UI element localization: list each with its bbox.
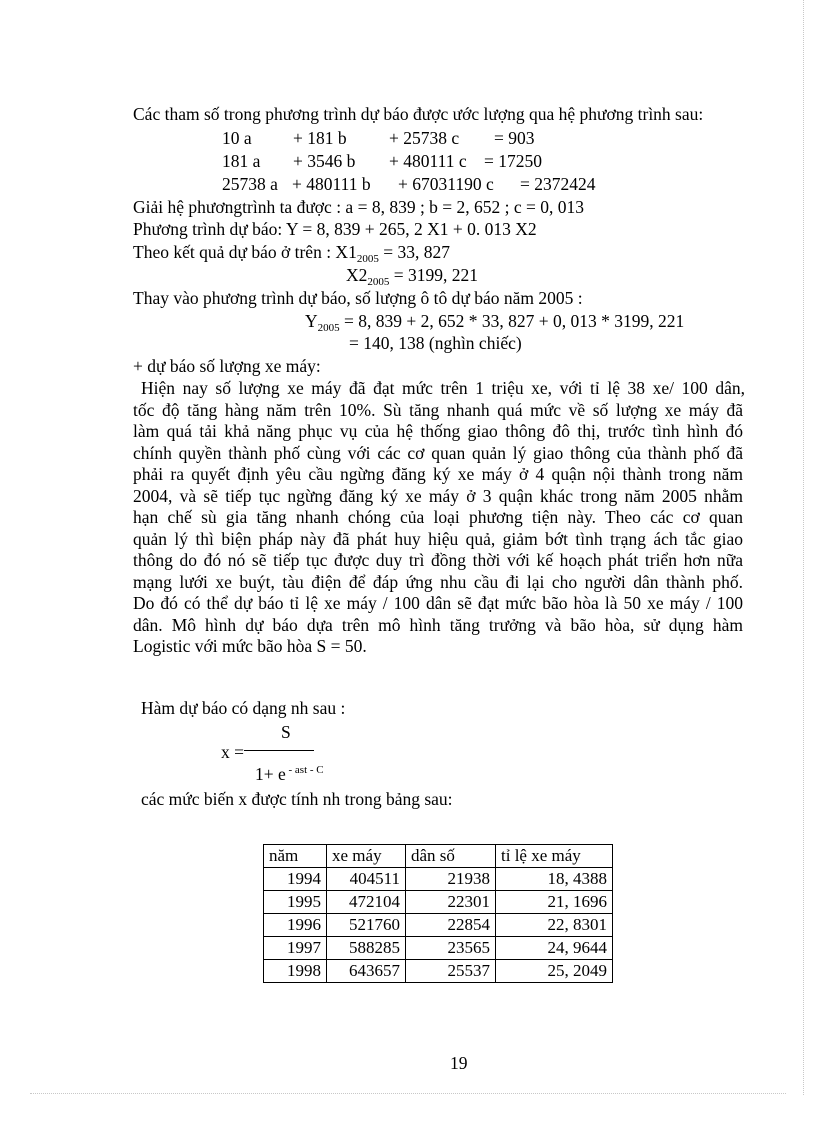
y-subscript: 2005 <box>317 322 340 334</box>
x1-subscript: 2005 <box>356 253 379 265</box>
cell-year: 1998 <box>264 960 327 983</box>
paragraph-line: Do đó có thể dự báo tỉ lệ xe máy / 100 dân sẽ đạt mức bão hòa là 50 xe máy / 100 <box>133 593 743 613</box>
eq2-term-c: + 480111 c <box>389 151 467 171</box>
table-intro: các mức biến x được tính nh trong bảng sau: <box>141 789 453 809</box>
table-row <box>264 868 613 891</box>
eq2-term-b: + 3546 b <box>293 151 356 171</box>
forecast-equation: Phương trình dự báo: Y = 8, 839 + 265, 2 X1 + 0. 013 X2 <box>133 219 537 239</box>
eq3-rhs: = 2372424 <box>520 174 596 194</box>
cell-ratio: 25, 2049 <box>496 960 613 983</box>
eq3-term-b: + 480111 b <box>292 174 371 194</box>
cell-population: 22301 <box>406 891 496 914</box>
cell-population: 21938 <box>406 868 496 891</box>
cell-population: 23565 <box>406 937 496 960</box>
cell-year: 1997 <box>264 937 327 960</box>
cell-year: 1994 <box>264 868 327 891</box>
x2-forecast <box>346 265 479 288</box>
paragraph-line: phải ra quyết định yêu cầu ngừng đăng ký xe máy ở 4 quận nội thành trong năm <box>133 464 743 484</box>
formula-lhs: x = <box>221 742 244 762</box>
header-motorbikes: xe máy <box>327 845 406 868</box>
formula-numerator: S <box>281 722 291 742</box>
intro-line: Các tham số trong phương trình dự báo được ước lượng qua hệ phương trình sau: <box>133 104 704 124</box>
section-heading: + dự báo số lượng xe máy: <box>133 356 321 376</box>
denominator-exponent: - ast - C <box>285 764 324 776</box>
page-number: 19 <box>450 1053 468 1073</box>
paragraph-line: quản lý thì biện pháp này đã phát huy hiệu quả, giảm bớt tình trạng ách tắc giao <box>133 529 743 549</box>
cell-year: 1995 <box>264 891 327 914</box>
eq3-term-a: 25738 a <box>222 174 278 194</box>
cell-ratio: 22, 8301 <box>496 914 613 937</box>
y-result: = 140, 138 (nghìn chiếc) <box>349 333 522 353</box>
x2-subscript: 2005 <box>367 276 390 288</box>
x2-value: = 3199, 221 <box>389 265 479 285</box>
cell-ratio: 21, 1696 <box>496 891 613 914</box>
formula-denominator <box>255 764 324 787</box>
cell-ratio: 18, 4388 <box>496 868 613 891</box>
x1-value: = 33, 827 <box>378 242 450 262</box>
substitution-line: Thay vào phương trình dự báo, số lượng ô tô dự báo năm 2005 : <box>133 288 583 308</box>
paragraph-line: dân. Mô hình dự báo dựa trên mô hình tăng trưởng và bão hòa, sử dụng hàm <box>133 615 743 635</box>
motorbike-table <box>263 844 613 983</box>
cell-population: 22854 <box>406 914 496 937</box>
paragraph-line: Logistic với mức bão hòa S = 50. <box>133 636 367 656</box>
paragraph-line: 2004, và sẽ tiếp tục ngừng đăng ký xe máy ở 3 quận khác trong năm 2005 nhằm <box>133 486 743 506</box>
header-ratio: tỉ lệ xe máy <box>496 845 613 868</box>
cell-motorbikes: 521760 <box>327 914 406 937</box>
cell-motorbikes: 643657 <box>327 960 406 983</box>
y-forecast <box>305 311 685 334</box>
paragraph-line: thông do đó nó sẽ tiếp tục được duy trì đồng thời với kế hoạch phát triển hơn nữa <box>133 550 743 570</box>
table-row <box>264 937 613 960</box>
y-expression: = 8, 839 + 2, 652 * 33, 827 + 0, 013 * 3199, 221 <box>339 311 685 331</box>
x1-prefix: Theo kết quả dự báo ở trên : X1 <box>133 242 357 262</box>
x2-prefix: X2 <box>346 265 368 285</box>
cell-ratio: 24, 9644 <box>496 937 613 960</box>
paragraph-line: Hiện nay số lượng xe máy đã đạt mức trên 1 triệu xe, với tỉ lệ 38 xe/ 100 dân, <box>141 378 745 398</box>
solution-line: Giải hệ phươngtrình ta được : a = 8, 839 ; b = 2, 652 ; c = 0, 013 <box>133 197 585 217</box>
table-row <box>264 914 613 937</box>
cell-motorbikes: 472104 <box>327 891 406 914</box>
header-year: năm <box>264 845 327 868</box>
cell-motorbikes: 588285 <box>327 937 406 960</box>
cell-motorbikes: 404511 <box>327 868 406 891</box>
paragraph-line: hạn chế sù gia tăng nhanh chóng của loại phương tiện này. Theo các cơ quan <box>133 507 743 527</box>
eq1-term-b: + 181 b <box>293 128 347 148</box>
paragraph-line: mạng lưới xe buýt, tàu điện để đáp ứng nhu cầu đi lại cho người dân thành phố. <box>133 572 743 592</box>
eq2-term-a: 181 a <box>222 151 261 171</box>
y-prefix: Y <box>305 311 318 331</box>
eq3-term-c: + 67031190 c <box>398 174 494 194</box>
eq1-rhs: = 903 <box>494 128 535 148</box>
paragraph-line: tốc độ tăng hàng năm trên 10%. Sù tăng nhanh quá mức về số lượng xe máy đã <box>133 400 743 420</box>
eq1-term-c: + 25738 c <box>389 128 460 148</box>
denominator-base: 1+ e <box>255 764 286 784</box>
cell-year: 1996 <box>264 914 327 937</box>
cell-population: 25537 <box>406 960 496 983</box>
header-population: dân số <box>406 845 496 868</box>
table-row <box>264 891 613 914</box>
table-header-row <box>264 845 613 868</box>
paragraph-line: chính quyền thành phố cùng với các cơ quan quản lý giao thông của thành phố đã <box>133 443 743 463</box>
table-row <box>264 960 613 983</box>
page-border-right <box>803 0 804 1095</box>
page-border-bottom <box>30 1093 786 1094</box>
eq2-rhs: = 17250 <box>484 151 542 171</box>
eq1-term-a: 10 a <box>222 128 252 148</box>
paragraph-line: làm quá tải khả năng phục vụ của hệ thống giao thông đô thị, trước tình hình đó <box>133 421 743 441</box>
x1-forecast <box>133 242 450 265</box>
function-intro: Hàm dự báo có dạng nh sau : <box>141 698 346 718</box>
fraction-bar <box>244 750 314 751</box>
